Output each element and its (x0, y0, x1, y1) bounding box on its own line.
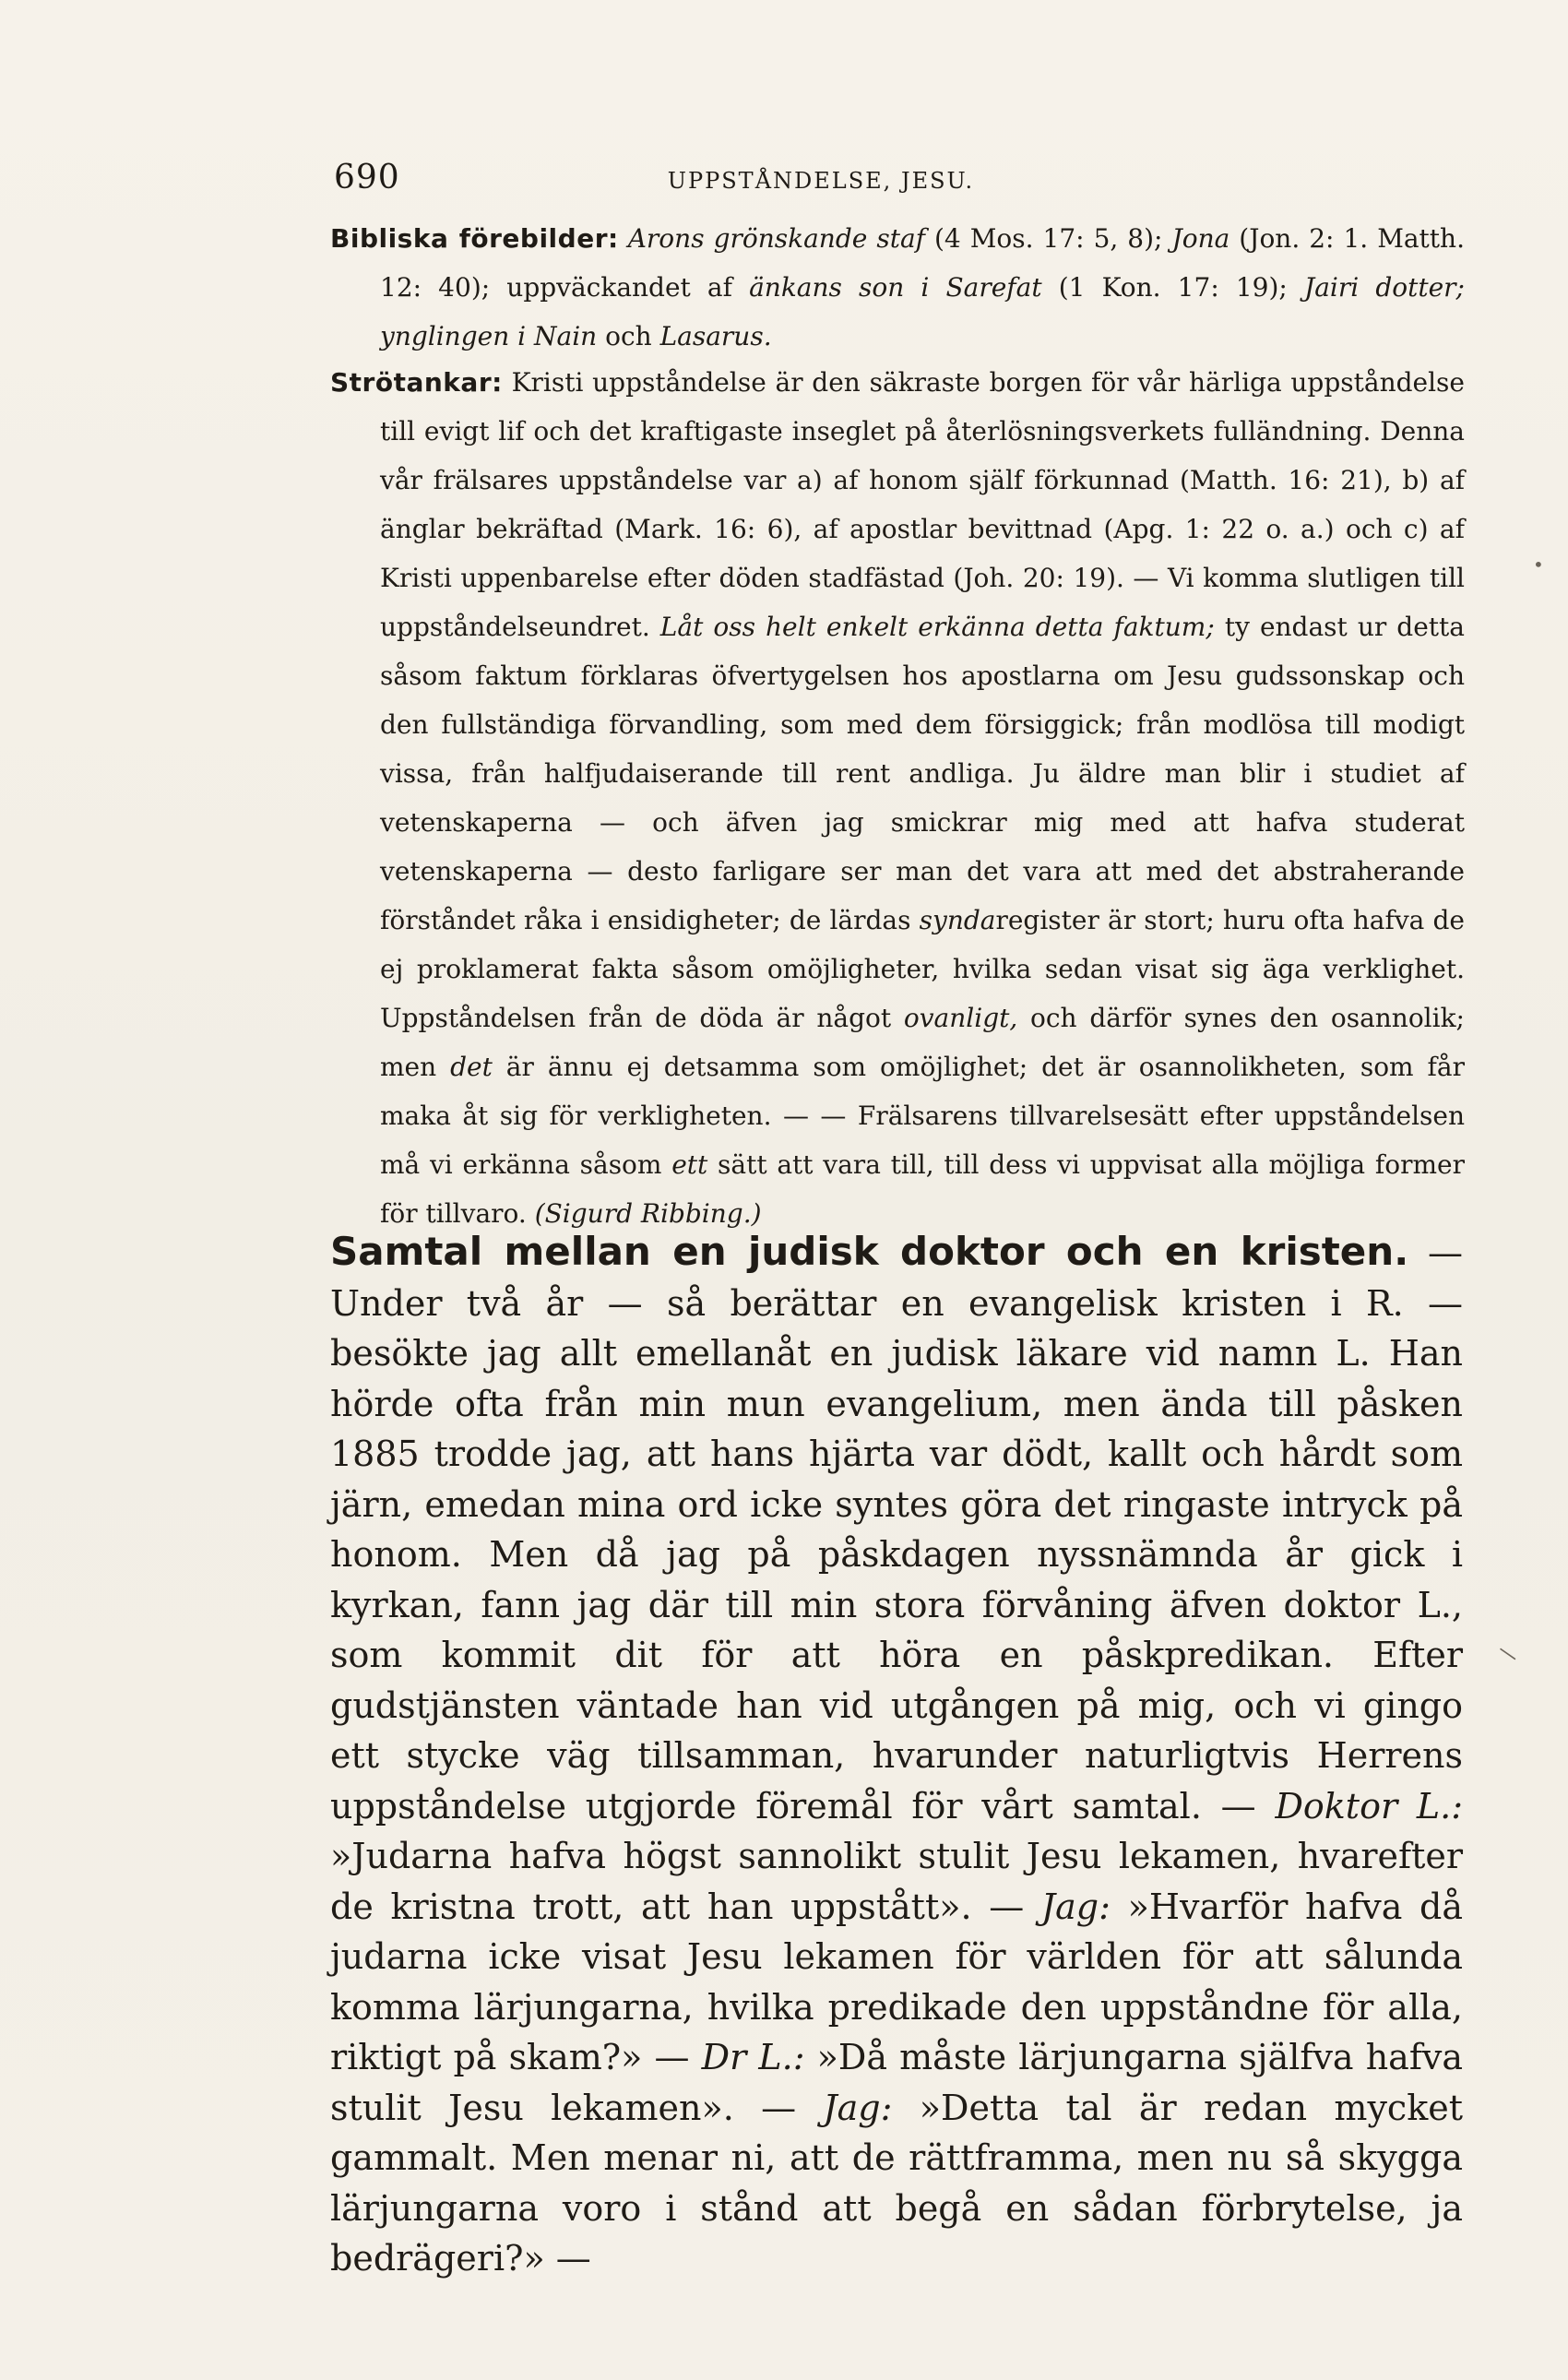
samtal-speaker-jag: Jag: (1040, 1886, 1111, 1927)
strotankar-heading: Strötankar: (330, 367, 503, 398)
samtal-text-7: »Då måste lärjungarna själfva hafva stulit Jesu lekamen». — (330, 2037, 1464, 2128)
strotankar-paragraph (330, 358, 1465, 1238)
running-title: UPPSTÅNDELSE, JESU. (667, 168, 975, 194)
page-number: 690 (334, 159, 400, 196)
samtal-speaker-dr: Dr L.: (701, 2037, 805, 2077)
biblical-paragraph (330, 214, 1465, 361)
strotankar-emph-4: synda (919, 905, 996, 935)
biblical-text-4: (Jon. 2: 1. Matth. 12: 40); uppväckandet af (380, 223, 1465, 303)
strotankar-emph-10: ett (671, 1149, 708, 1180)
biblical-text-2: (4 Mos. 17: 5, 8); (925, 223, 1172, 254)
biblical-heading: Bibliska förebilder: (330, 223, 619, 254)
strotankar-text-9: är ännu ej detsamma som omöjlighet; det är osannolikheten, som får maka åt sig för verkligheten. — — Frälsarens tillvarelsesätt efter uppståndelsen må vi erkänna såsom (380, 1052, 1465, 1180)
strotankar-text-7: och därför synes den osannolik; men (380, 1003, 1465, 1082)
strotankar-text-1: Kristi uppståndelse är den säkraste borgen för vår härliga uppståndelse till evigt lif och det kraftigaste inseglet på återlösningsverkets fulländning. Denna vår frälsares uppståndelse var a) af honom själf förkunnad (Matth. 16: 21), b) af änglar bekräftad (Mark. 16: 6), af apostlar bevittnad (Apg. 1: 22 o. a.) och c) af Kristi uppenbarelse efter döden stadfästad (Joh. 20: 19). — Vi komma slutligen till uppståndelseundret. (380, 367, 1465, 642)
biblical-ref-3: Jona (1171, 223, 1230, 254)
samtal-paragraph (330, 1227, 1463, 2284)
biblical-text-6: (1 Kon. 17: 19); (1041, 272, 1304, 303)
strotankar-emph-8: det (450, 1052, 493, 1082)
samtal-text-5: »Hvarför hafva då judarna icke visat Jesu lekamen för världen för att sålunda komma lärjungarna, hvilka predikade den uppståndne för alla, riktigt på skam?» — (330, 1886, 1464, 2077)
samtal-text-3: »Judarna hafva högst sannolikt stulit Jesu lekamen, hvarefter de kristna trott, att han uppstått». — (330, 1836, 1463, 1927)
margin-speck: • (1533, 553, 1544, 576)
strotankar-section (330, 358, 1465, 1238)
margin-stroke: | (1495, 1644, 1518, 1662)
samtal-speaker-jag-2: Jag: (823, 2087, 893, 2128)
samtal-section (330, 1227, 1463, 2284)
biblical-ref-1: Arons grönskande staf (627, 223, 925, 254)
samtal-speaker-doctor: Doktor L.: (1275, 1785, 1463, 1827)
biblical-ref-5: änkans son i Sarefat (749, 272, 1042, 303)
strotankar-emph-2: Låt oss helt enkelt erkänna detta faktum; (659, 612, 1215, 642)
strotankar-text-11: sätt att vara till, till dess vi uppvisat alla möjliga former för tillvaro. (380, 1149, 1465, 1229)
strotankar-source: (Sigurd Ribbing.) (534, 1198, 762, 1229)
strotankar-text-5: register är stort; huru ofta hafva de ej proklamerat fakta såsom omöjligheter, hvilka sedan visat sig äga verklighet. Uppståndelsen från de döda är något (380, 905, 1465, 1033)
biblical-section (330, 214, 1465, 361)
biblical-ref-9: Lasarus. (659, 321, 772, 351)
strotankar-text-3: ty endast ur detta såsom faktum förklaras öfvertygelsen hos apostlarna om Jesu gudssonskap och den fullständiga förvandling, som med dem försiggick; från modlösa till modigt vissa, från halfjudaiserande till rent andliga. Ju äldre man blir i studiet af vetenskaperna — och äfven jag smickrar mig med att hafva studerat vetenskaperna — desto farligare ser man det vara att med det abstraherande förståndet råka i ensidigheter; de lärdas (380, 612, 1466, 935)
biblical-ref-7: Jairi dotter; ynglingen i Nain (380, 272, 1465, 351)
strotankar-emph-6: ovanligt, (903, 1003, 1018, 1033)
samtal-text-9: »Detta tal är redan mycket gammalt. Men menar ni, att de rättframma, men nu så skygga lärjungarna voro i stånd att begå en sådan förbrytelse, ja bedrägeri?» — (330, 2087, 1463, 2279)
samtal-text-1: — Under två år — så berättar en evangelisk kristen i R. — besökte jag allt emellanåt en judisk läkare vid namn L. Han hörde ofta från min mun evangelium, men ända till påsken 1885 trodde jag, att hans hjärta var dödt, kallt och hårdt som järn, emedan mina ord icke syntes göra det ringaste intryck på honom. Men då jag på påskdagen nyssnämnda år gick i kyrkan, fann jag där till min stora förvåning äfven doktor L., som kommit dit för att höra en påskpredikan. Efter gudstjänsten väntade han vid utgången på mig, och vi gingo ett stycke väg tillsamman, hvarunder naturligtvis Herrens uppståndelse utgjorde föremål för vårt samtal. — (330, 1232, 1463, 1827)
biblical-text-8: och (597, 321, 660, 351)
page-header (334, 159, 1459, 196)
samtal-heading: Samtal mellan en judisk doktor och en kristen. (330, 1229, 1409, 1274)
